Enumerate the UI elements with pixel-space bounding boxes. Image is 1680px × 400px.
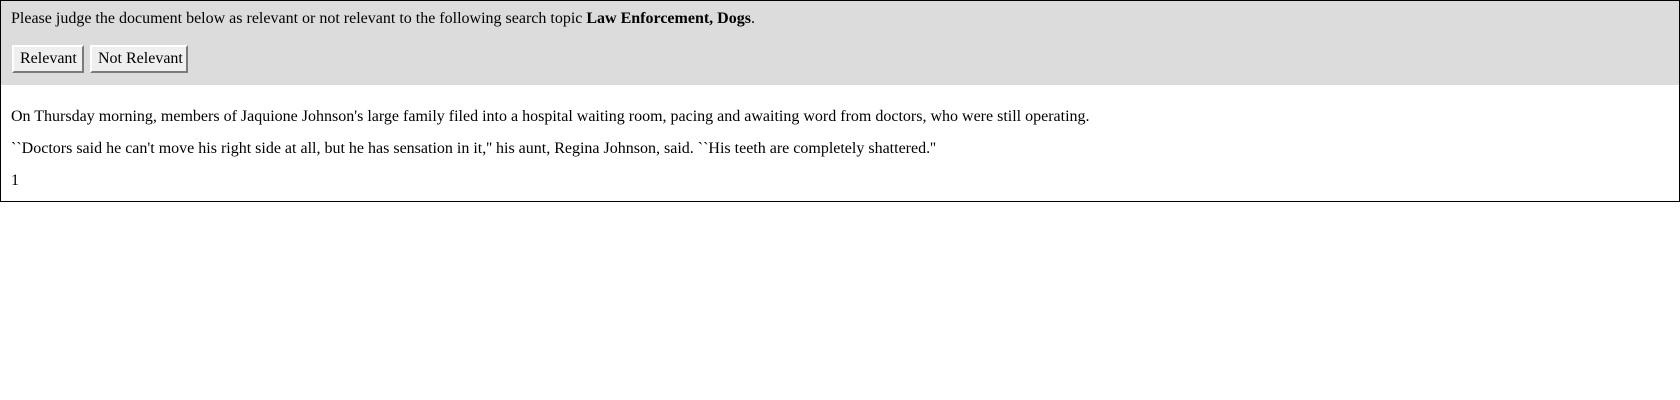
not-relevant-button[interactable]: Not Relevant: [90, 45, 188, 73]
instruction-text: [11, 9, 755, 29]
instruction-prefix: Please judge the document below as relevant or not relevant to the following search topic: [11, 10, 583, 27]
instruction-suffix: .: [750, 10, 755, 27]
judgment-header: [0, 0, 1680, 86]
page-number: 1: [11, 172, 19, 189]
document-paragraph: On Thursday morning, members of Jaquione Johnson's large family filed into a hospital waiting room, pacing and awaiting word from doctors, who were still operating.: [11, 108, 1090, 125]
document-panel: [0, 85, 1680, 202]
relevant-button[interactable]: Relevant: [12, 45, 84, 73]
search-topic: Law Enforcement, Dogs: [586, 10, 751, 27]
document-paragraph: ``Doctors said he can't move his right side at all, but he has sensation in it,'' his aunt, Regina Johnson, said. ``His teeth are completely shattered.'': [11, 140, 936, 157]
